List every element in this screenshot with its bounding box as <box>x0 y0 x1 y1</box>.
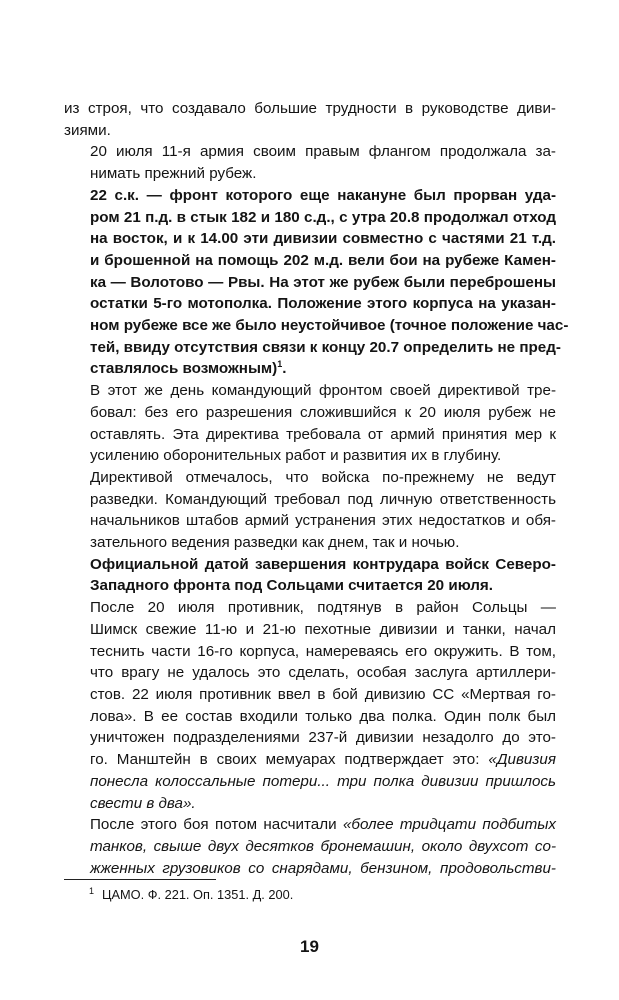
text-line: Шимск свежие 11-ю и 21-ю пехотные дивизии и танки, начал <box>90 620 556 638</box>
text-line: свести в два». <box>90 794 196 812</box>
text-line: 22 с.к. — фронт которого еще накануне был прорван уда- <box>90 186 556 204</box>
text-line: ном рубеже все же было неустойчивое (точное положение час- <box>90 317 569 335</box>
text-line: зательного ведения разведки как днем, так и ночью. <box>90 534 460 552</box>
text-line: уничтожен подразделениями 237-й дивизии незадолго до это- <box>90 729 556 747</box>
paragraph-4 <box>64 380 556 467</box>
footnote-mark: 1 <box>89 885 95 896</box>
text-line: теснить части 16-го корпуса, намереваясь его окружить. В том, <box>90 642 556 660</box>
text-line: нимать прежний рубеж. <box>90 165 257 183</box>
text-line: танков, свыше двух десятков бронемашин, около двухсот со- <box>90 837 556 855</box>
text-line: Западного фронта под Сольцами считается 20 июля. <box>90 577 494 595</box>
text-line: начальников штабов армий устранения этих недостатков и обя- <box>90 512 556 530</box>
paragraph-8 <box>64 814 556 879</box>
text-line: на восток, и к 14.00 эти дивизии совместно с частями 21 т.д. <box>90 230 556 248</box>
text-line: жженных грузовиков со снарядами, бензином, продовольстви- <box>90 859 556 877</box>
footnote-ref: 1 <box>277 359 283 370</box>
paragraph-6 <box>64 554 556 597</box>
text-line: ставлялось возможным)$^1$. <box>90 359 287 378</box>
paragraph-3 <box>64 185 569 380</box>
text-line: го. Манштейн в своих мемуарах подтверждает это: «Дивизия <box>90 751 556 769</box>
paragraph-2 <box>64 141 556 184</box>
paragraph-7 <box>64 597 556 814</box>
text-line: из строя, что создавало большие трудности в руководстве диви- <box>64 100 556 117</box>
text-line: Директивой отмечалось, что войска по-прежнему не ведут <box>90 468 556 486</box>
text-line: понесла колоссальные потери... три полка дивизии пришлось <box>90 772 556 790</box>
footnote-divider <box>64 879 216 880</box>
text-segment: ставлялось возможным) <box>90 360 278 378</box>
text-line: 20 июля 11-я армия своим правым флангом продолжала за- <box>90 143 556 161</box>
text-line: ка — Волотово — Рвы. На этот же рубеж были переброшены <box>90 273 556 291</box>
footnote-text: ЦАМО. Ф. 221. Оп. 1351. Д. 200. <box>102 887 294 902</box>
quote-fragment: «Дивизия <box>488 751 556 769</box>
text-line: Официальной датой завершения контрудара войск Северо- <box>90 555 556 573</box>
text-line: зиями. <box>64 121 111 139</box>
text-line: После 20 июля противник, подтянув в район Сольцы — <box>90 599 556 617</box>
page-number: 19 <box>300 937 319 956</box>
text-line: и брошенной на помощь 202 м.д. вели бои на рубеже Камен- <box>90 251 556 269</box>
text-line: В этот же день командующий фронтом своей директивой тре- <box>90 382 556 400</box>
text-line: оставлять. Эта директива требовала от армий принятия мер к <box>90 425 556 443</box>
text-line: разведки. Командующий требовал под личную ответственность <box>90 490 556 508</box>
text-line: что врагу не удалось это сделать, особая заслуга артиллери- <box>90 664 556 682</box>
quote-fragment: «более тридцати подбитых <box>342 816 556 834</box>
paragraph-1 <box>64 98 556 141</box>
text-line: ром 21 п.д. в стык 182 и 180 с.д., с утра 20.8 продолжал отход <box>90 208 556 226</box>
text-line: тей, ввиду отсутствия связи к концу 20.7 определить не пред- <box>90 338 561 356</box>
text-line: стов. 22 июля противник ввел в бой дивизию СС «Мертвая го- <box>90 685 556 703</box>
text-line: усилению оборонительных работ и развития их в глубину. <box>90 447 502 465</box>
body-text <box>64 98 569 879</box>
footnote <box>89 887 293 903</box>
text-line: остатки 5-го мотополка. Положение этого корпуса на указан- <box>90 295 556 313</box>
paragraph-5 <box>64 467 556 554</box>
text-line: лова». В ее состав входили только два полка. Один полк был <box>90 707 556 725</box>
text-line: бовал: без его разрешения сложившийся к 20 июля рубеж не <box>90 403 556 421</box>
text-line: После этого боя потом насчитали «более тридцати подбитых <box>90 816 556 834</box>
